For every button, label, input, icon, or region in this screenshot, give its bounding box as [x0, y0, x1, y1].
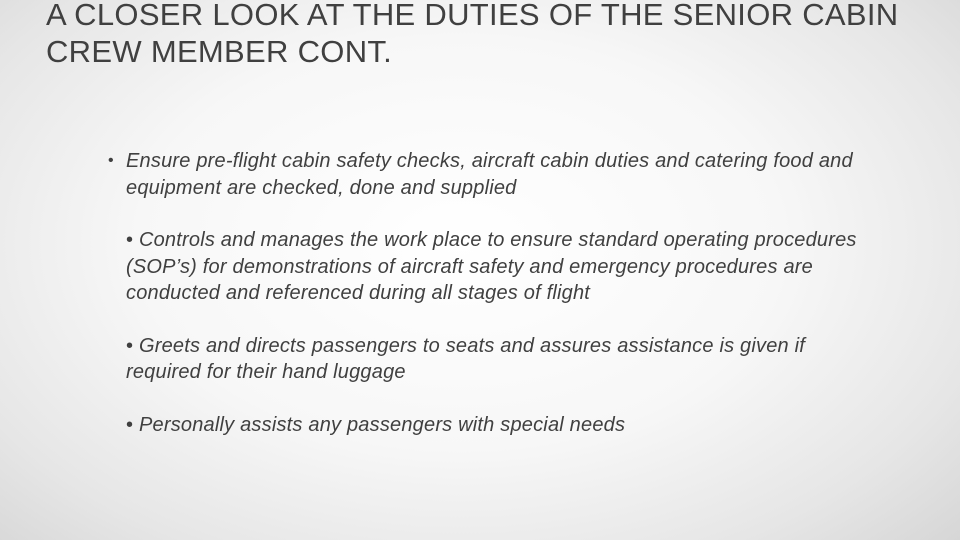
bullet-icon: •: [126, 334, 139, 357]
bullet-text: Controls and manages the work place to ensure standard operating procedures (SOP’s) for demonstrations of aircraft safety and emergency procedures are conducted and referenced during all stages of flight: [126, 229, 857, 304]
bullet-item: [108, 148, 878, 201]
bullet-text: Greets and directs passengers to seats and assures assistance is given if required for their hand luggage: [126, 334, 806, 383]
bullet-item: [126, 333, 878, 386]
bullet-item: [126, 412, 878, 439]
bullet-icon: •: [126, 229, 139, 251]
bullet-item: [126, 227, 878, 307]
slide-title: A CLOSER LOOK AT THE DUTIES OF THE SENIOR CABIN CREW MEMBER CONT.: [46, 0, 899, 69]
bullet-icon: •: [108, 152, 114, 169]
bullet-icon: •: [126, 413, 139, 436]
bullet-text: Ensure pre-flight cabin safety checks, aircraft cabin duties and catering food and equipment are checked, done and supplied: [126, 150, 853, 199]
bullet-list: [108, 148, 878, 438]
bullet-text: Personally assists any passengers with special needs: [138, 413, 626, 436]
